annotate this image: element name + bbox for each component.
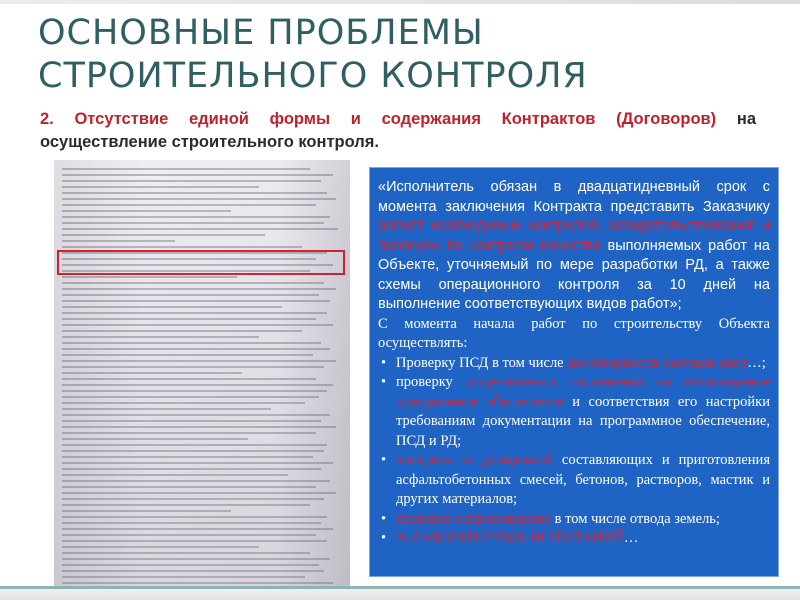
- quote-text-start: «Исполнитель обязан в двадцатидневный срок с момента заключения Контракта представить Заказчику: [378, 179, 770, 215]
- subtitle-rest: на осуществление строительного контроля.: [40, 110, 756, 151]
- obligation-item: [378, 451, 770, 510]
- obligations-list: [378, 354, 770, 549]
- contract-quote: [378, 178, 770, 315]
- bottom-accent-line: [0, 586, 800, 589]
- quote-text-end: выполняемых работ на Объекте, уточняемый по мере разработки РД, а также схемы операционного контроля за 10 дней на выполнение соответствующих видов работ»;: [378, 237, 770, 312]
- obligation-item: [378, 354, 770, 374]
- contract-document-photo: [54, 160, 350, 590]
- document-photo-shading: [54, 160, 350, 590]
- obligation-item: [378, 529, 770, 549]
- obligation-text: …: [623, 530, 639, 546]
- obligations-intro: С момента начала работ по строительству Объекта осуществлять:: [378, 315, 770, 351]
- subtitle-highlight: 2. Отсутствие единой формы и содержания Контрактов (Договоров): [40, 110, 717, 128]
- obligation-text: Проверку ПСД в том числе: [396, 354, 568, 371]
- obligation-text: в том числе отвода земель;: [551, 510, 720, 527]
- slide-title: ОСНОВНЫЕ ПРОБЛЕМЫ СТРОИТЕЛЬНОГО КОНТРОЛЯ: [38, 13, 588, 96]
- quote-text-highlight: расчёт необходимых контролей, освидетельствований и проверок по контролю качества: [378, 218, 770, 254]
- obligation-highlight: достоверности сметных смет: [567, 354, 748, 371]
- obligation-item: [378, 510, 770, 530]
- obligation-text: проверку: [396, 374, 467, 390]
- slide-bottom-edge: [0, 586, 800, 600]
- obligation-item: [378, 373, 770, 451]
- obligation-text: и соответствия его настройки требованиям документации на программное обеспечение, ПСД и РД;: [396, 393, 770, 449]
- obligation-text: составляющих и приготовления асфальтобетонных смесей, бетонов, растворов, мастик и других материалов;: [396, 452, 770, 507]
- slide-top-edge: [0, 0, 800, 4]
- contract-quote-panel: [369, 167, 779, 577]
- obligation-highlight: контроль за дозировкой: [396, 452, 553, 468]
- obligation-highlight: лицензионных соглашений на используемое программное обеспечение: [396, 374, 770, 410]
- obligation-text: …;: [747, 354, 766, 371]
- obligation-highlight: правовое сопровождение: [396, 510, 552, 527]
- obligation-highlight: % ЛАБОРАТОРНЫХ ИСПЫТАНИЙ: [396, 530, 624, 546]
- slide-subtitle: [40, 108, 756, 154]
